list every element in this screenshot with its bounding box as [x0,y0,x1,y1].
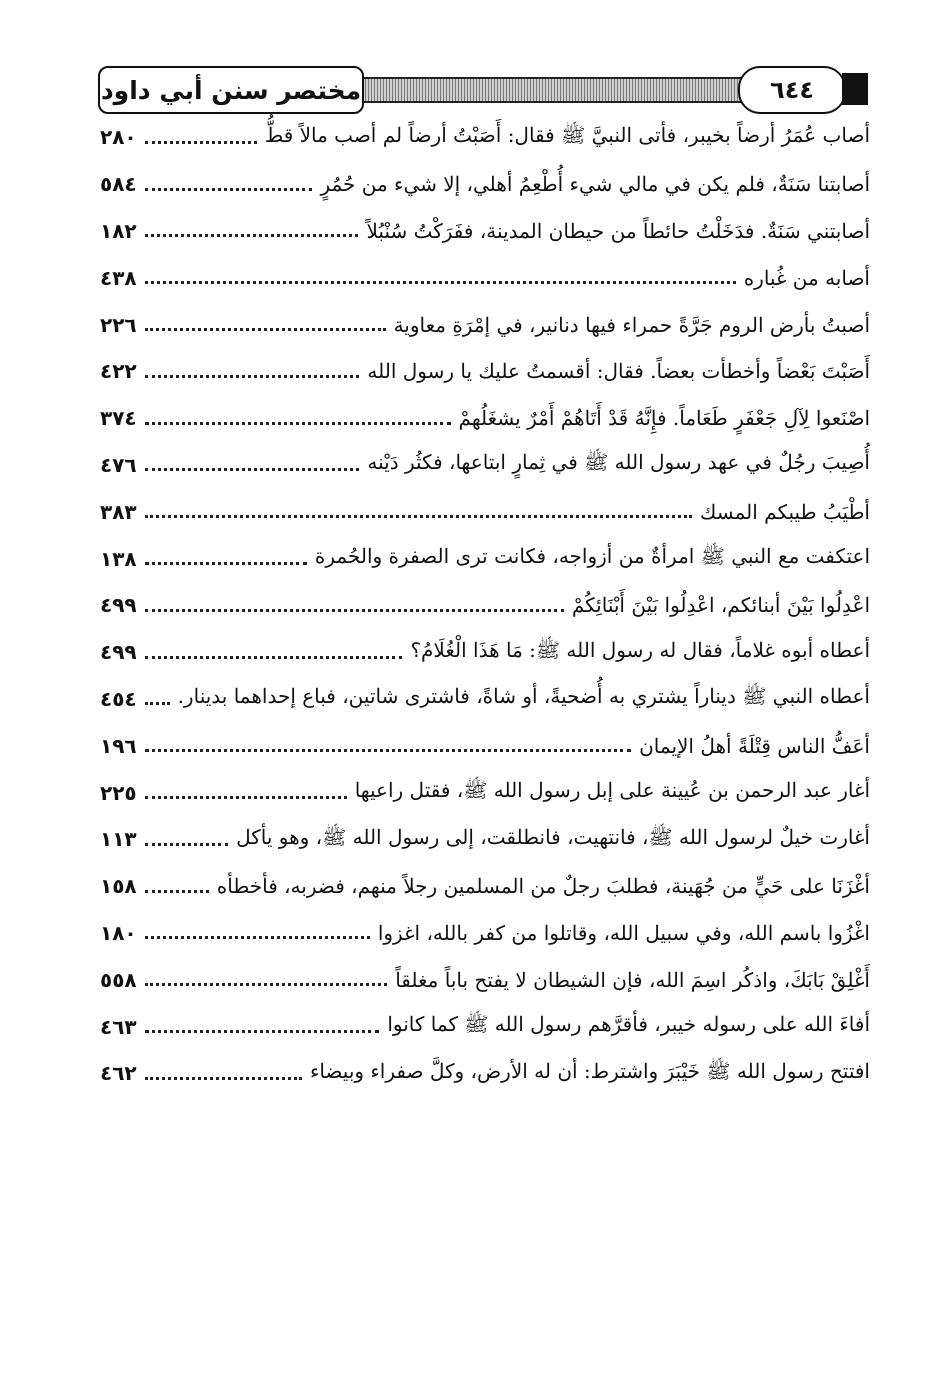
entry-page-number: ٤٥٤ [100,686,137,711]
index-entry [100,348,870,395]
index-entry [100,535,870,582]
entry-text: اعتكفت مع النبي ﷺ امرأةٌ من أزواجه، فكانت ترى الصفرة والحُمرة [314,544,870,569]
dot-leader [145,234,359,237]
index-entry [100,208,870,255]
entry-text: أعطاه النبي ﷺ ديناراً يشتري به أُضحيةً، أو شاةً، فاشترى شاتين، فباع إحداهما بدينار. [177,684,870,709]
dot-leader [145,515,692,518]
entry-page-number: ٤٣٨ [100,265,137,290]
index-entry [100,114,870,161]
entry-text: أَغْلِقْ بَابَكَ، واذكُر اسِمَ الله، فإن الشيطان لا يفتح باباً مغلقاً [395,967,870,992]
entry-text: اعْدِلُوا بَيْنَ أبنائكم، اعْدِلُوا بَيْنَ أَبْنَائِكُمْ [571,593,870,618]
book-title: مختصر سنن أبي داود [98,66,364,114]
entry-page-number: ١٨٢ [100,218,137,243]
dot-leader [145,328,386,331]
page-number: ٦٤٤ [738,66,846,114]
entry-page-number: ٢٢٥ [100,780,137,805]
entry-text: أصبتُ بأرض الروم جَرَّةً حمراء فيها دنانير، في إمْرَةِ معاوية [393,312,870,337]
index-entry [100,629,870,676]
dot-leader [145,562,307,565]
entry-text: أغْزَنَا على حَيٍّ من جُهَينة، فطلبَ رجلٌ من المسلمين رجلاً منهم، فضربه، فأخطأه [216,874,870,899]
index-entry [100,910,870,957]
entry-page-number: ٥٨٤ [100,172,137,197]
dot-leader [145,188,313,191]
entry-page-number: ١١٣ [100,827,137,852]
dot-leader [145,656,403,659]
entry-page-number: ٤٧٦ [100,452,137,477]
entry-text: أصابه من غُباره [743,265,870,290]
entry-text: أصابتنا سَنَةٌ، فلم يكن في مالي شيء أُطْعِمُ أهلي، إلا شيء من حُمُرٍ [320,172,870,197]
dot-leader [145,796,347,799]
dot-leader [145,422,451,425]
dot-leader [145,890,209,893]
dot-leader [145,141,257,144]
entry-page-number: ٤٩٩ [100,593,137,618]
entry-text: أطْيَبُ طيبكم المسك [699,499,870,524]
entry-text: أعطاه أبوه غلاماً، فقال له رسول الله ﷺ: مَا هَذَا الْغُلَامُ؟ [410,637,870,662]
entry-page-number: ٢٨٠ [100,125,137,150]
entry-text: أفاءَ الله على رسوله خيبر، فأقرَّهم رسول الله ﷺ كما كانوا [387,1012,870,1037]
dot-leader [145,749,631,752]
index-entry [100,254,870,301]
header-rule-end [842,73,868,105]
entry-page-number: ١٥٨ [100,874,137,899]
dot-leader [145,983,388,986]
entry-page-number: ٥٥٨ [100,967,137,992]
entry-text: أصابتني سَنَةٌ. فدَخَلْتُ حائطاً من حيطان المدينة، ففَرَكْتُ سُنْبُلاً [366,218,870,243]
entry-text: أغار عبد الرحمن بن عُيينة على إبل رسول الله ﷺ، فقتل راعيها [354,778,870,803]
entry-page-number: ١٣٨ [100,546,137,571]
index-entry [100,676,870,723]
index-entry [100,301,870,348]
entry-page-number: ٤٦٣ [100,1014,137,1039]
index-entry [100,442,870,489]
index-entry [100,1003,870,1050]
entry-page-number: ٤٢٢ [100,359,137,384]
entry-text: أصاب عُمَرُ أرضاً بخيبر، فأتى النبيَّ ﷺ فقال: أَصَبْتُ أرضاً لم أصب مالاً قطُّ [264,122,870,147]
dot-leader [145,609,564,612]
dot-leader [145,281,736,284]
entry-text: أعَفُّ الناس قِتْلَةً أهلُ الإيمان [639,733,870,758]
entry-page-number: ٢٢٦ [100,312,137,337]
index-entry [100,722,870,769]
entry-text: اغْزُوا باسم الله، وفي سبيل الله، وقاتلوا من كفر بالله، اغزوا [377,920,870,945]
dot-leader [145,702,170,705]
index-entry [100,161,870,208]
entry-page-number: ١٩٦ [100,733,137,758]
dot-leader [145,1030,380,1033]
entry-text: اصْنَعوا لِآلِ جَعْفَرٍ طَعَاماً. فإِنَّهُ قَدْ أَتَاهُمْ أَمْرٌ يشغَلُهمْ [458,406,870,431]
entry-page-number: ١٨٠ [100,920,137,945]
entry-page-number: ٤٦٢ [100,1061,137,1086]
page-header [98,66,868,114]
index-entry [100,1050,870,1097]
entry-text: أُصِيبَ رجُلٌ في عهد رسول الله ﷺ في ثِمارٍ ابتاعها، فكثُر دَيْنه [367,450,870,475]
dot-leader [145,375,360,378]
index-list [100,114,870,1097]
entry-text: أَصَبْتَ بَعْضاً وأخطأت بعضاً. فقال: أقسمتُ عليك يا رسول الله [367,359,870,384]
dot-leader [145,1077,302,1080]
index-entry [100,769,870,816]
index-entry [100,395,870,442]
index-entry [100,956,870,1003]
index-entry [100,488,870,535]
entry-text: افتتح رسول الله ﷺ خَيْبَرَ واشترط: أن له الأرض، وكلَّ صفراء وبيضاء [309,1058,870,1083]
index-entry [100,582,870,629]
entry-text: أغارت خيلٌ لرسول الله ﷺ، فانتهيت، فانطلقت، إلى رسول الله ﷺ، وهو يأكل [236,824,870,849]
dot-leader [145,468,360,471]
entry-page-number: ٣٨٣ [100,499,137,524]
dot-leader [145,843,228,846]
entry-page-number: ٤٩٩ [100,640,137,665]
dot-leader [145,936,370,939]
index-entry [100,863,870,910]
index-entry [100,816,870,863]
entry-page-number: ٣٧٤ [100,406,137,431]
